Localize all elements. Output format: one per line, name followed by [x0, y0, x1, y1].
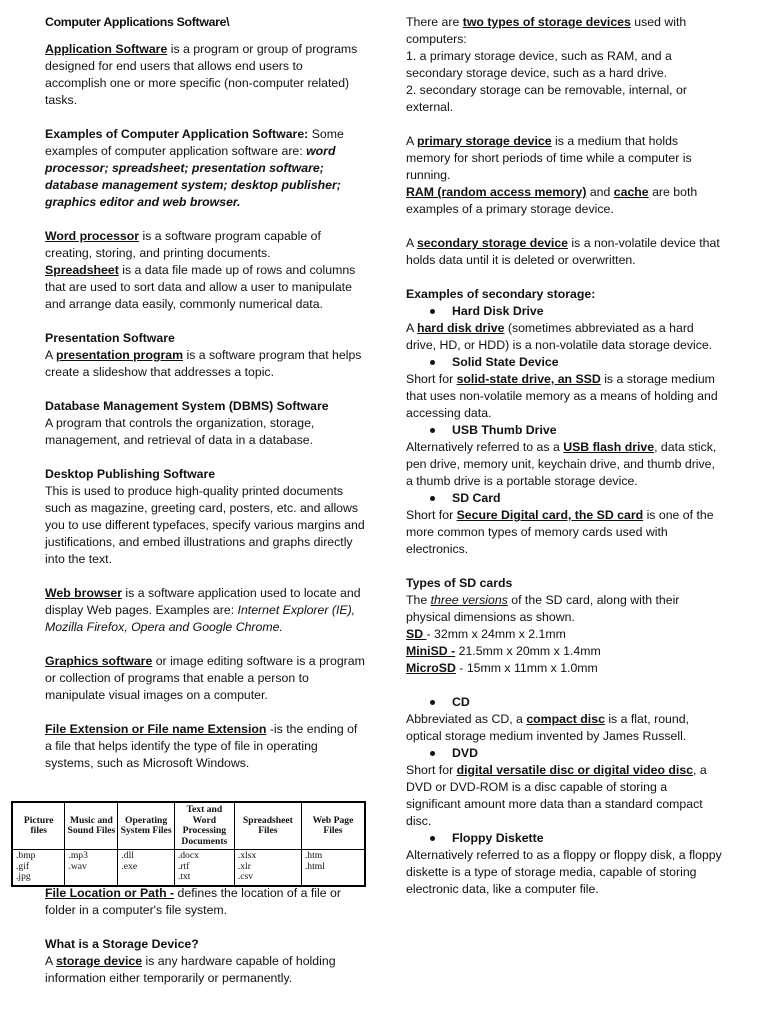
bullet-item: USB Thumb Drive — [406, 422, 724, 439]
body-text: and — [586, 185, 614, 199]
term: hard disk drive — [416, 321, 505, 335]
floppy-paragraph: Alternatively referred to as a floppy or floppy disk, a floppy diskette is a type of storage media, capable of storing electronic data, like a computer file. — [406, 848, 722, 896]
table-header-cell: Web Page Files — [301, 802, 365, 850]
term: Graphics software — [45, 654, 153, 668]
word-processor-paragraph — [45, 228, 367, 262]
sd-label: SD — [406, 627, 427, 641]
term: compact disc — [526, 712, 605, 726]
table-cell: .bmp .gif .jpg — [12, 850, 65, 886]
table-row — [12, 850, 365, 886]
right-column — [406, 14, 724, 898]
term: Word processor — [45, 229, 140, 243]
examples-paragraph — [45, 126, 367, 211]
body-text: Short for — [406, 372, 457, 386]
term: solid-state drive, an SSD — [456, 372, 601, 386]
body-text: A — [406, 236, 417, 250]
body-text: The — [406, 593, 431, 607]
file-extension-table — [11, 801, 366, 887]
body-text: Short for — [406, 508, 457, 522]
table-cell: .xlsx .xlr .csv — [234, 850, 301, 886]
bullet-item: Hard Disk Drive — [406, 303, 724, 320]
definition-text: or image editing software is a program or collection of programs that enable a person to manipulate visual images on a computer. — [45, 654, 365, 702]
table-header-cell: Picture files — [12, 802, 65, 850]
table-cell: .dll .exe — [118, 850, 174, 886]
body-text: A — [45, 954, 56, 968]
table-cell: .docx .rtf .txt — [174, 850, 234, 886]
left-column-continued — [45, 885, 367, 987]
dimension-text: 21.5mm x 20mm x 1.4mm — [455, 644, 601, 658]
storage-types-paragraph — [406, 14, 724, 48]
term: secondary storage device — [416, 236, 569, 250]
minisd-dimension-row — [406, 643, 724, 660]
body-text: A — [406, 321, 417, 335]
dvd-paragraph — [406, 762, 724, 830]
definition-text: is a medium that holds memory for short periods of time while a computer is running. — [406, 134, 692, 182]
definition-text: is a data file made up of rows and columns that are used to sort data and allow a user to manipulate and arrange data easily, commonly numerical data. — [45, 263, 356, 311]
body-text: Abbreviated as CD, a — [406, 712, 527, 726]
definition-text: (sometimes abbreviated as a hard drive, HD, or HDD) is a non-volatile data storage device. — [406, 321, 713, 352]
definition-text: , a DVD or DVD-ROM is a disc capable of storing a significant amount more data than a standard compact disc. — [406, 763, 707, 828]
section-heading: Types of SD cards — [406, 576, 513, 590]
term: presentation program — [55, 348, 184, 362]
definition-text: is a software program that helps create a slideshow that addresses a topic. — [45, 348, 362, 379]
term: three versions — [430, 593, 508, 607]
table-cell: .htm .html — [301, 850, 365, 886]
term: primary storage device — [416, 134, 552, 148]
secondary-storage-paragraph — [406, 235, 724, 269]
term: Spreadsheet — [45, 263, 119, 277]
web-browser-paragraph — [45, 585, 367, 636]
body-text: A — [45, 348, 56, 362]
term: storage device — [55, 954, 143, 968]
sd-dimension-row — [406, 626, 724, 643]
term: digital versatile disc or digital video disc — [456, 763, 694, 777]
section-heading: Examples of secondary storage: — [406, 287, 596, 301]
body-text: A — [406, 134, 417, 148]
primary-storage-paragraph — [406, 133, 724, 184]
dbms-paragraph: A program that controls the organization, storage, management, and retrieval of data in a database. — [45, 416, 315, 447]
term: USB flash drive — [563, 440, 655, 454]
table-header-cell: Text and Word Processing Documents — [174, 802, 234, 850]
definition-text: are both examples of a primary storage device. — [406, 185, 698, 216]
sd-paragraph — [406, 507, 724, 558]
dimension-text: - 15mm x 11mm x 1.0mm — [455, 661, 598, 675]
usb-paragraph — [406, 439, 724, 490]
bullet-item: SD Card — [406, 490, 724, 507]
body-text: used with computers: — [406, 15, 687, 46]
storage-device-paragraph — [45, 953, 367, 987]
presentation-paragraph — [45, 347, 367, 381]
bullet-item: CD — [406, 694, 724, 711]
definition-text: is one of the more common types of memory cards used with electronics. — [406, 508, 714, 556]
section-heading: What is a Storage Device? — [45, 937, 199, 951]
body-text: Alternatively referred to as a — [406, 440, 564, 454]
section-heading: Database Management System (DBMS) Software — [45, 399, 329, 413]
body-text: Some examples of computer application software are: — [45, 127, 344, 158]
definition-text: is a flat, round, optical storage medium invented by James Russell. — [406, 712, 689, 743]
term: two types of storage devices — [462, 15, 631, 29]
hdd-paragraph — [406, 320, 724, 354]
microsd-dimension-row — [406, 660, 724, 677]
term: Application Software — [45, 42, 168, 56]
definition-text: -is the ending of a file that helps identify the type of file in operating systems, such as Microsoft Windows. — [45, 722, 358, 770]
ssd-paragraph — [406, 371, 724, 422]
definition-text: is a storage medium that uses non-volatile memory as a means of holding and accessing data. — [406, 372, 718, 420]
term: cache — [613, 185, 649, 199]
definition-text: is any hardware capable of holding information either temporarily or permanently. — [45, 954, 336, 985]
definition-text: is a software program capable of creating, storing, and printing documents. — [45, 229, 321, 260]
bullet-item: Floppy Diskette — [406, 830, 724, 847]
bullet-item: Solid State Device — [406, 354, 724, 371]
bullet-item: DVD — [406, 745, 724, 762]
term: RAM (random access memory) — [406, 185, 587, 199]
table-header-row — [12, 802, 365, 850]
desktop-publishing-paragraph: This is used to produce high-quality printed documents such as magazine, greeting card, posters, etc. and allows you to use different typefaces, specify various margins and justifications, and embed illustrations and graphs directly into the text. — [45, 484, 365, 566]
definition-text: is a software application used to locate and display Web pages. Examples are: — [45, 586, 361, 617]
body-text: Short for — [406, 763, 457, 777]
ram-paragraph — [406, 184, 724, 218]
section-heading: Desktop Publishing Software — [45, 467, 216, 481]
term: Secure Digital card, the SD card — [456, 508, 644, 522]
file-location-paragraph — [45, 885, 367, 919]
term: File Extension or File name Extension — [45, 722, 267, 736]
list-item: 2. secondary storage can be removable, internal, or external. — [406, 83, 687, 114]
definition-text: is a program or group of programs designed for end users that allows end users to accomplish one or more specific (non-computer related) tasks. — [45, 42, 358, 107]
browser-examples: Internet Explorer (IE), Mozilla Firefox, Opera and Google Chrome. — [45, 603, 356, 634]
table-header-cell: Music and Sound Files — [65, 802, 118, 850]
dimension-text: - 32mm x 24mm x 2.1mm — [426, 627, 566, 641]
body-text: of the SD card, along with their physical dimensions as shown. — [406, 593, 680, 624]
term: Web browser — [45, 586, 122, 600]
definition-text: , data stick, pen drive, memory unit, keychain drive, and thumb drive, a thumb drive is a portable storage device. — [406, 440, 717, 488]
minisd-label: MiniSD - — [406, 644, 456, 658]
list-item: 1. a primary storage device, such as RAM, and a secondary storage device, such as a hard drive. — [406, 49, 672, 80]
sd-types-paragraph — [406, 592, 724, 626]
document-title: Computer Applications Software\ — [45, 15, 230, 29]
definition-text: defines the location of a file or folder in a computer's file system. — [45, 886, 341, 917]
table-cell: .mp3 .wav — [65, 850, 118, 886]
microsd-label: MicroSD — [406, 661, 456, 675]
graphics-paragraph — [45, 653, 367, 704]
examples-list: word processor; spreadsheet; presentation software; database management system; desktop publisher; graphics editor and web browser. — [45, 144, 341, 209]
definition-text: is a non-volatile device that holds data until it is deleted or overwritten. — [406, 236, 720, 267]
app-software-paragraph — [45, 41, 367, 109]
spreadsheet-paragraph — [45, 262, 367, 313]
left-column — [45, 14, 367, 772]
table-header-cell: Spreadsheet Files — [234, 802, 301, 850]
section-heading: Examples of Computer Application Software: — [45, 127, 309, 141]
table-header-cell: Operating System Files — [118, 802, 174, 850]
cd-paragraph — [406, 711, 724, 745]
section-heading: Presentation Software — [45, 331, 175, 345]
file-extension-paragraph — [45, 721, 367, 772]
term: File Location or Path - — [45, 886, 175, 900]
body-text: There are — [406, 15, 463, 29]
